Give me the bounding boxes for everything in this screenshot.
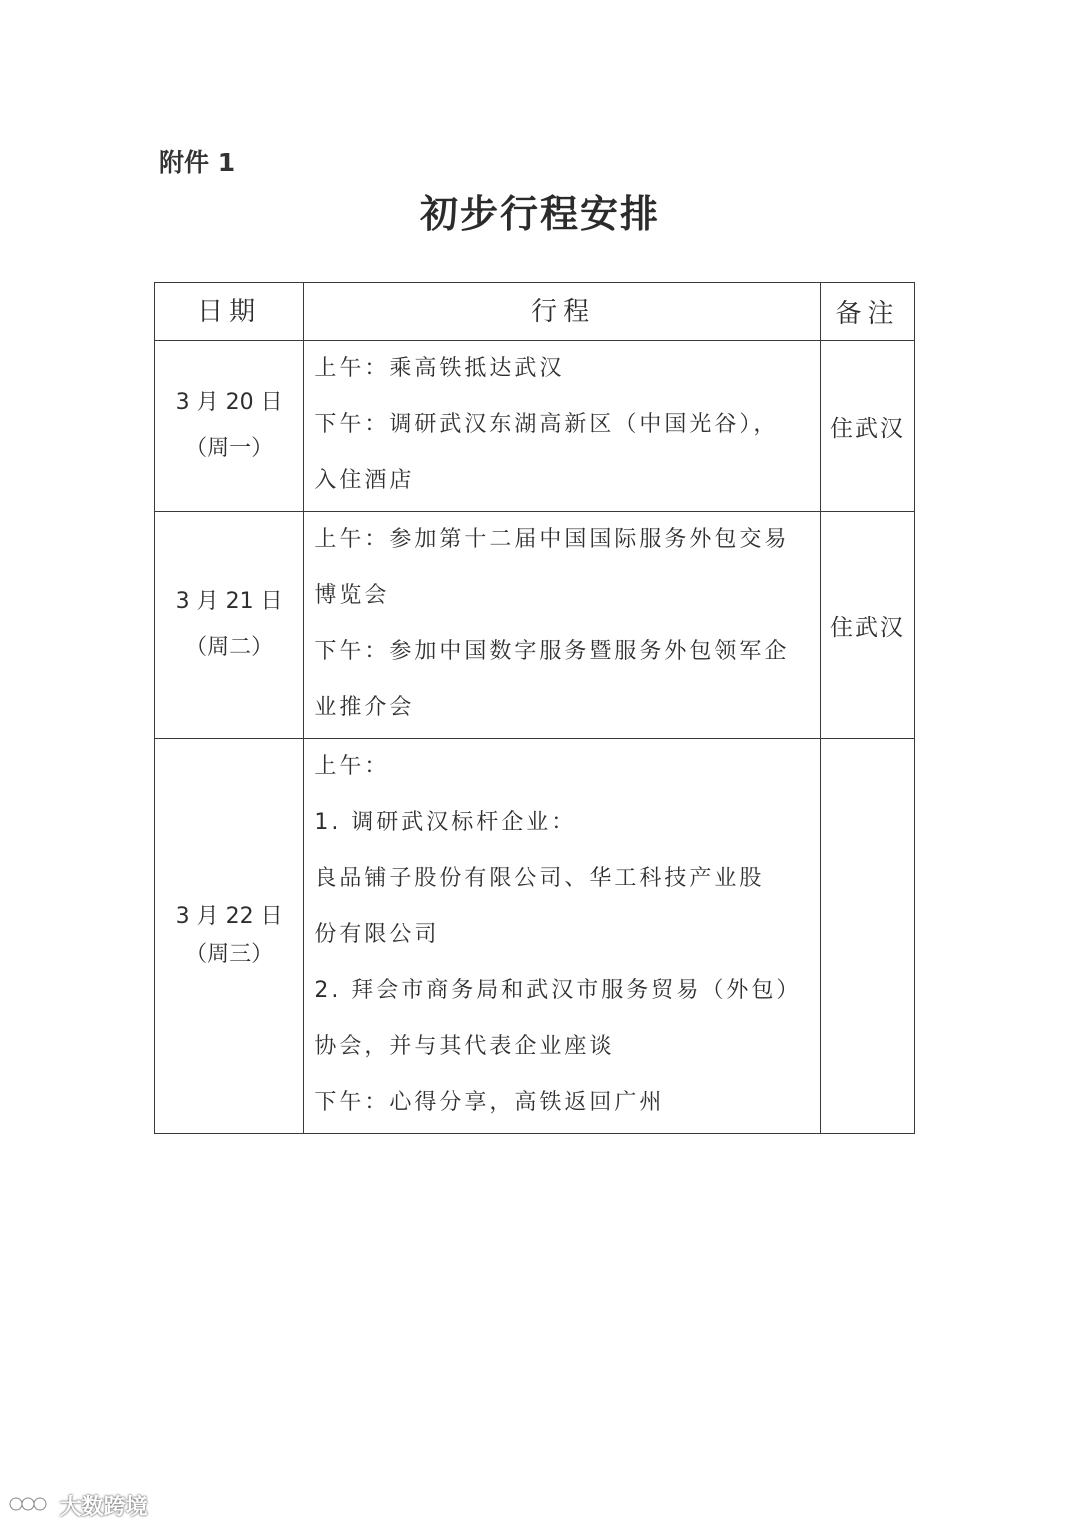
plan-line: 下午：参加中国数字服务暨服务外包领军企 [314, 639, 790, 664]
plan-cell [304, 341, 821, 512]
note-cell: 住武汉 [820, 341, 914, 512]
watermark-text: 大数跨境 [59, 1495, 148, 1520]
plan-cell [304, 739, 821, 1134]
plan-line: 上午： [314, 754, 390, 779]
plan-line: 2. 拜会市商务局和武汉市服务贸易（外包） [314, 978, 802, 1003]
header-note: 备注 [820, 283, 914, 341]
note-cell: 住武汉 [820, 512, 914, 739]
date-text: 3 月 21 日 [175, 589, 283, 614]
weekday-text: （周二） [185, 635, 274, 660]
plan-line: 业推介会 [314, 695, 415, 720]
weekday-text: （周三） [185, 942, 274, 967]
plan-line: 博览会 [314, 583, 390, 608]
plan-line: 入住酒店 [314, 468, 415, 493]
weekday-text: （周一） [185, 436, 274, 461]
table-header-row [155, 283, 915, 341]
date-text: 3 月 22 日 [175, 904, 283, 929]
table-row [155, 739, 915, 1134]
plan-line: 上午：参加第十二届中国国际服务外包交易 [314, 527, 790, 552]
date-cell [155, 512, 304, 739]
plan-line: 份有限公司 [314, 922, 440, 947]
attachment-label: 附件 1 [159, 148, 236, 177]
logo-icon [8, 1494, 48, 1520]
table-row [155, 341, 915, 512]
date-text: 3 月 20 日 [175, 390, 283, 415]
note-cell [820, 739, 914, 1134]
document-title: 初步行程安排 [419, 191, 660, 236]
header-plan: 行程 [304, 283, 821, 341]
schedule-table [154, 282, 915, 1134]
plan-line: 下午：调研武汉东湖高新区（中国光谷）， [314, 412, 779, 437]
header-date: 日期 [155, 283, 304, 341]
date-cell [155, 341, 304, 512]
watermark [8, 1490, 148, 1521]
plan-line: 协会，并与其代表企业座谈 [314, 1034, 615, 1059]
table-row [155, 512, 915, 739]
plan-line: 下午：心得分享，高铁返回广州 [314, 1090, 665, 1115]
plan-line: 上午：乘高铁抵达武汉 [314, 356, 565, 381]
plan-cell [304, 512, 821, 739]
plan-line: 1. 调研武汉标杆企业： [314, 810, 577, 835]
date-cell [155, 739, 304, 1134]
plan-line: 良品铺子股份有限公司、华工科技产业股 [314, 866, 765, 891]
